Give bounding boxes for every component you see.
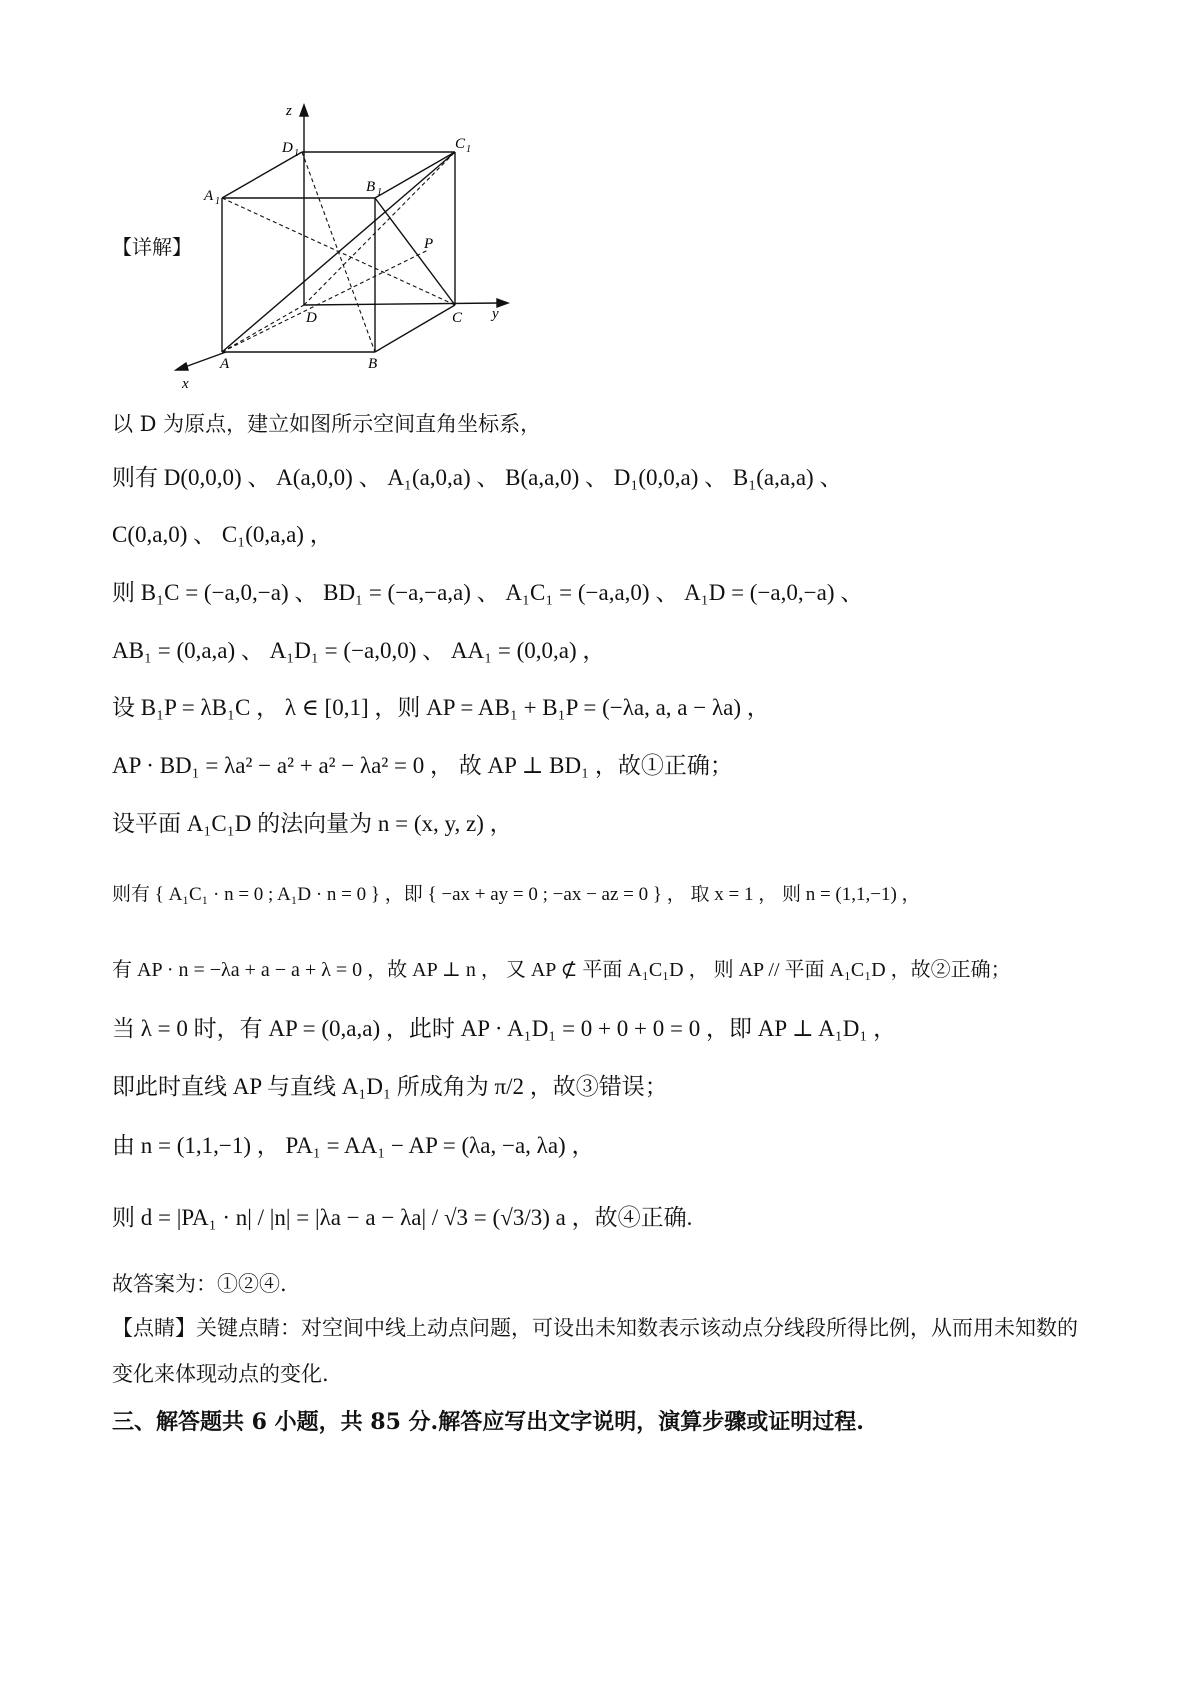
cube-figure xyxy=(170,100,520,390)
text-line-1: 以 D 为原点，建立如图所示空间直角坐标系， xyxy=(112,412,542,436)
label-A: A xyxy=(220,356,230,372)
label-C: C xyxy=(452,310,463,326)
text-line-10: 有 AP · n = −λa + a − a + λ = 0 ，故 AP ⊥ n ， 又 AP ⊄ 平面 A₁C₁D ， 则 AP // 平面 A₁C₁D ，故②正确； xyxy=(112,959,1011,981)
text-line-14: 则 d = |PA₁ · n| / |n| = |λa − a − λa| / √3 = (√3/3) a ，故④正确. xyxy=(112,1205,693,1230)
label-B: B xyxy=(368,356,378,372)
remark-line-2: 变化来体现动点的变化. xyxy=(112,1362,329,1386)
text-line-7: AP · BD₁ = λa² − a² + a² − λa² = 0 ， 故 AP ⊥ BD₁ ，故①正确； xyxy=(112,753,733,778)
text-line-2: 则有 D(0,0,0) 、 A(a,0,0) 、 A₁(a,0,a) 、 B(a,a,0) 、 D₁(0,0,a) 、 B₁(a,a,a) 、 xyxy=(112,465,843,490)
label-D1: D xyxy=(282,140,293,156)
text-line-13: 由 n = (1,1,−1) ， PA₁ = AA₁ − AP = (λa, −a, λa) ， xyxy=(112,1133,595,1158)
text-line-5: AB₁ = (0,a,a) 、 A₁D₁ = (−a,0,0) 、 AA₁ = (0,0,a) ， xyxy=(112,638,606,663)
text-line-8: 设平面 A₁C₁D 的法向量为 n = (x, y, z) ， xyxy=(112,811,513,836)
text-line-15: 故答案为：①②④. xyxy=(112,1272,287,1296)
section-heading: 三、解答题共 6 小题，共 85 分.解答应写出文字说明，演算步骤或证明过程. xyxy=(112,1409,864,1435)
label-D1-sub: 1 xyxy=(294,148,299,159)
label-z: z xyxy=(286,103,292,119)
label-A1-sub: 1 xyxy=(215,196,220,207)
label-B1-sub: 1 xyxy=(377,187,382,198)
label-C1: C xyxy=(455,136,466,152)
text-line-4: 则 B₁C = (−a,0,−a) 、 BD₁ = (−a,−a,a) 、 A₁C₁ = (−a,a,0) 、 A₁D = (−a,0,−a) 、 xyxy=(112,580,864,605)
detail-label: 【详解】 xyxy=(112,235,192,259)
label-C1-sub: 1 xyxy=(466,144,471,155)
label-B1: B xyxy=(366,179,376,195)
label-A1: A xyxy=(204,188,214,204)
text-line-3: C(0,a,0) 、 C₁(0,a,a) ， xyxy=(112,522,333,547)
text-line-6: 设 B₁P = λB₁C ， λ ∈ [0,1] ，则 AP = AB₁ + B₁P = (−λa, a, a − λa) ， xyxy=(112,695,770,720)
label-P: P xyxy=(424,236,434,252)
label-y: y xyxy=(492,306,499,322)
text-line-9: 则有 { A₁C₁ · n = 0 ; A₁D · n = 0 } ，即 { −ax + ay = 0 ; −ax − az = 0 } ， 取 x = 1 ， 则 n = (1,1,−1) ， xyxy=(112,884,921,905)
text-line-11: 当 λ = 0 时，有 AP = (0,a,a) ，此时 AP · A₁D₁ = 0 + 0 + 0 = 0 ，即 AP ⊥ A₁D₁ ， xyxy=(112,1016,897,1041)
label-x: x xyxy=(182,376,189,390)
label-D: D xyxy=(306,310,317,326)
text-line-12: 即此时直线 AP 与直线 A₁D₁ 所成角为 π/2 ，故③错误； xyxy=(112,1074,668,1099)
remark-line-1: 【点睛】关键点睛：对空间中线上动点问题，可设出未知数表示该动点分线段所得比例，从而用未知数的 xyxy=(112,1316,1078,1340)
